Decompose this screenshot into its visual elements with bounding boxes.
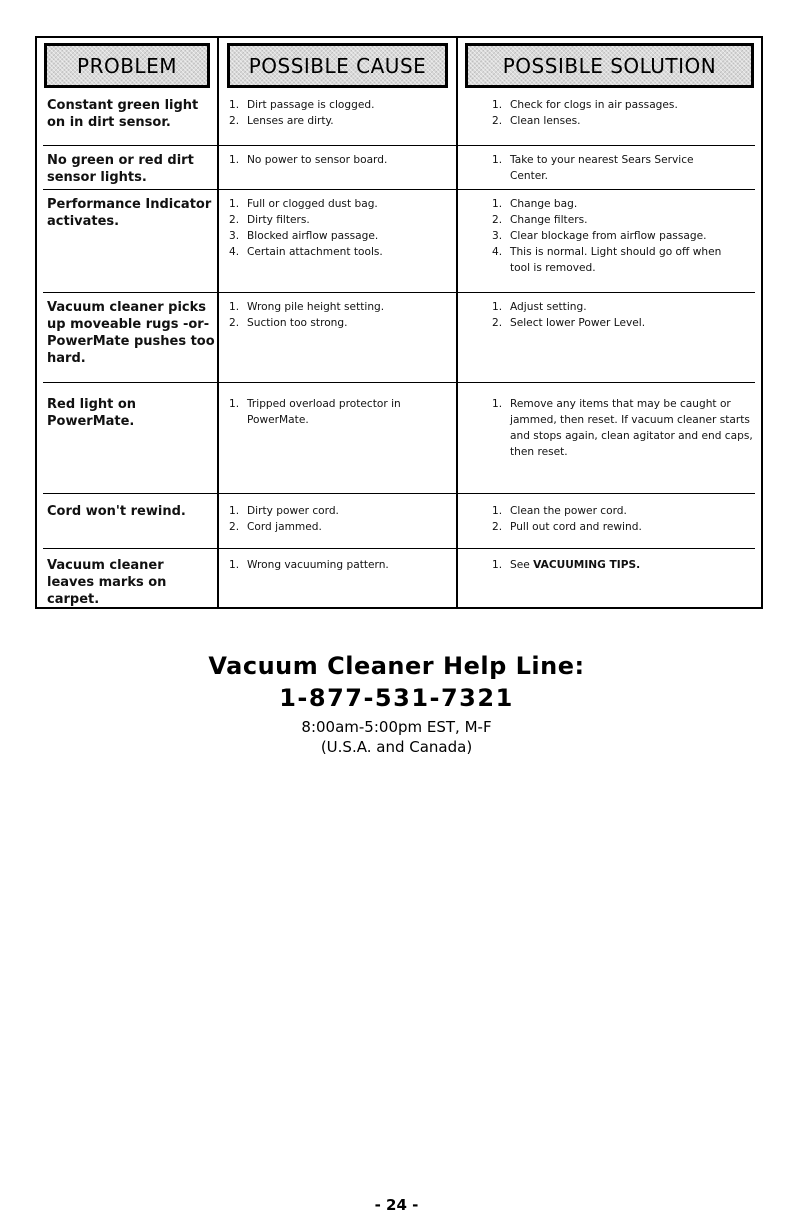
troubleshooting-table <box>35 36 763 609</box>
cause-list <box>229 503 451 535</box>
row-divider <box>43 145 755 146</box>
list-item: 2. Cord jammed. <box>229 521 322 533</box>
solution-list <box>492 503 758 535</box>
row-divider <box>43 189 755 190</box>
header-possible-solution: POSSIBLE SOLUTION <box>465 43 754 88</box>
row-divider <box>43 292 755 293</box>
list-item: 1. Adjust setting. <box>492 301 587 313</box>
header-problem: PROBLEM <box>44 43 210 88</box>
list-item: 4. Certain attachment tools. <box>229 246 383 258</box>
problem-text: Vacuum cleaner leaves marks on carpet. <box>47 558 167 607</box>
helpline-hours: 8:00am-5:00pm EST, M-F <box>301 718 492 736</box>
cause-list <box>229 557 451 573</box>
list-item: 1. No power to sensor board. <box>229 154 388 166</box>
list-item: 2. Suction too strong. <box>229 317 348 329</box>
cause-list <box>229 196 451 260</box>
helpline-phone: 1-877-531-7321 <box>279 684 514 712</box>
column-divider <box>217 38 219 607</box>
list-item: 2. Lenses are dirty. <box>229 115 334 127</box>
header-possible-cause: POSSIBLE CAUSE <box>227 43 448 88</box>
list-item: 1. Dirt passage is clogged. <box>229 99 375 111</box>
cause-list <box>229 396 429 428</box>
row-divider <box>43 548 755 549</box>
list-item: 2. Pull out cord and rewind. <box>492 521 642 533</box>
list-item: 1. Wrong vacuuming pattern. <box>229 559 389 571</box>
problem-text: No green or red dirt sensor lights. <box>47 153 194 185</box>
list-item: 1. Wrong pile height setting. <box>229 301 385 313</box>
list-item: 1. See VACUUMING TIPS. <box>492 559 641 571</box>
list-item: 1. Clean the power cord. <box>492 505 627 517</box>
solution-list <box>492 152 722 184</box>
helpline-title: Vacuum Cleaner Help Line: <box>208 652 585 680</box>
list-item: 3. Clear blockage from airflow passage. <box>492 230 707 242</box>
list-item: 2. Change filters. <box>492 214 588 226</box>
problem-text: Performance Indicator activates. <box>47 197 212 229</box>
problem-text: Red light on PowerMate. <box>47 397 137 429</box>
cause-list <box>229 97 451 129</box>
solution-list <box>492 299 758 331</box>
list-item: 2. Select lower Power Level. <box>492 317 646 329</box>
page-number: - 24 - <box>374 1196 419 1214</box>
list-item: 1. Tripped overload protector in PowerMate. <box>229 398 401 426</box>
solution-list <box>492 97 758 129</box>
problem-text: Cord won't rewind. <box>47 504 186 519</box>
list-item: 1. Remove any items that may be caught or jammed, then reset. If vacuum cleaner starts and stops again, clean agitator and end caps, then reset. <box>492 398 753 458</box>
cause-list <box>229 152 451 168</box>
column-divider <box>456 38 458 607</box>
solution-list <box>492 196 754 276</box>
cause-list <box>229 299 451 331</box>
problem-text: Constant green light on in dirt sensor. <box>47 98 199 130</box>
list-item: 1. Take to your nearest Sears Service Center. <box>492 154 694 182</box>
row-divider <box>43 493 755 494</box>
list-item: 1. Change bag. <box>492 198 578 210</box>
list-item: 2. Clean lenses. <box>492 115 581 127</box>
list-item: 1. Check for clogs in air passages. <box>492 99 678 111</box>
list-item: 3. Blocked airflow passage. <box>229 230 379 242</box>
list-item: 1. Dirty power cord. <box>229 505 339 517</box>
helpline-region: (U.S.A. and Canada) <box>320 738 473 756</box>
solution-list <box>492 396 754 460</box>
solution-list <box>492 557 758 573</box>
list-item: 1. Full or clogged dust bag. <box>229 198 378 210</box>
vacuuming-tips-reference: VACUUMING TIPS. <box>533 559 641 571</box>
list-item: 2. Dirty filters. <box>229 214 310 226</box>
list-item: 4. This is normal. Light should go off when tool is removed. <box>492 246 722 274</box>
row-divider <box>43 382 755 383</box>
problem-text: Vacuum cleaner picks up moveable rugs -or- PowerMate pushes too hard. <box>47 300 215 366</box>
